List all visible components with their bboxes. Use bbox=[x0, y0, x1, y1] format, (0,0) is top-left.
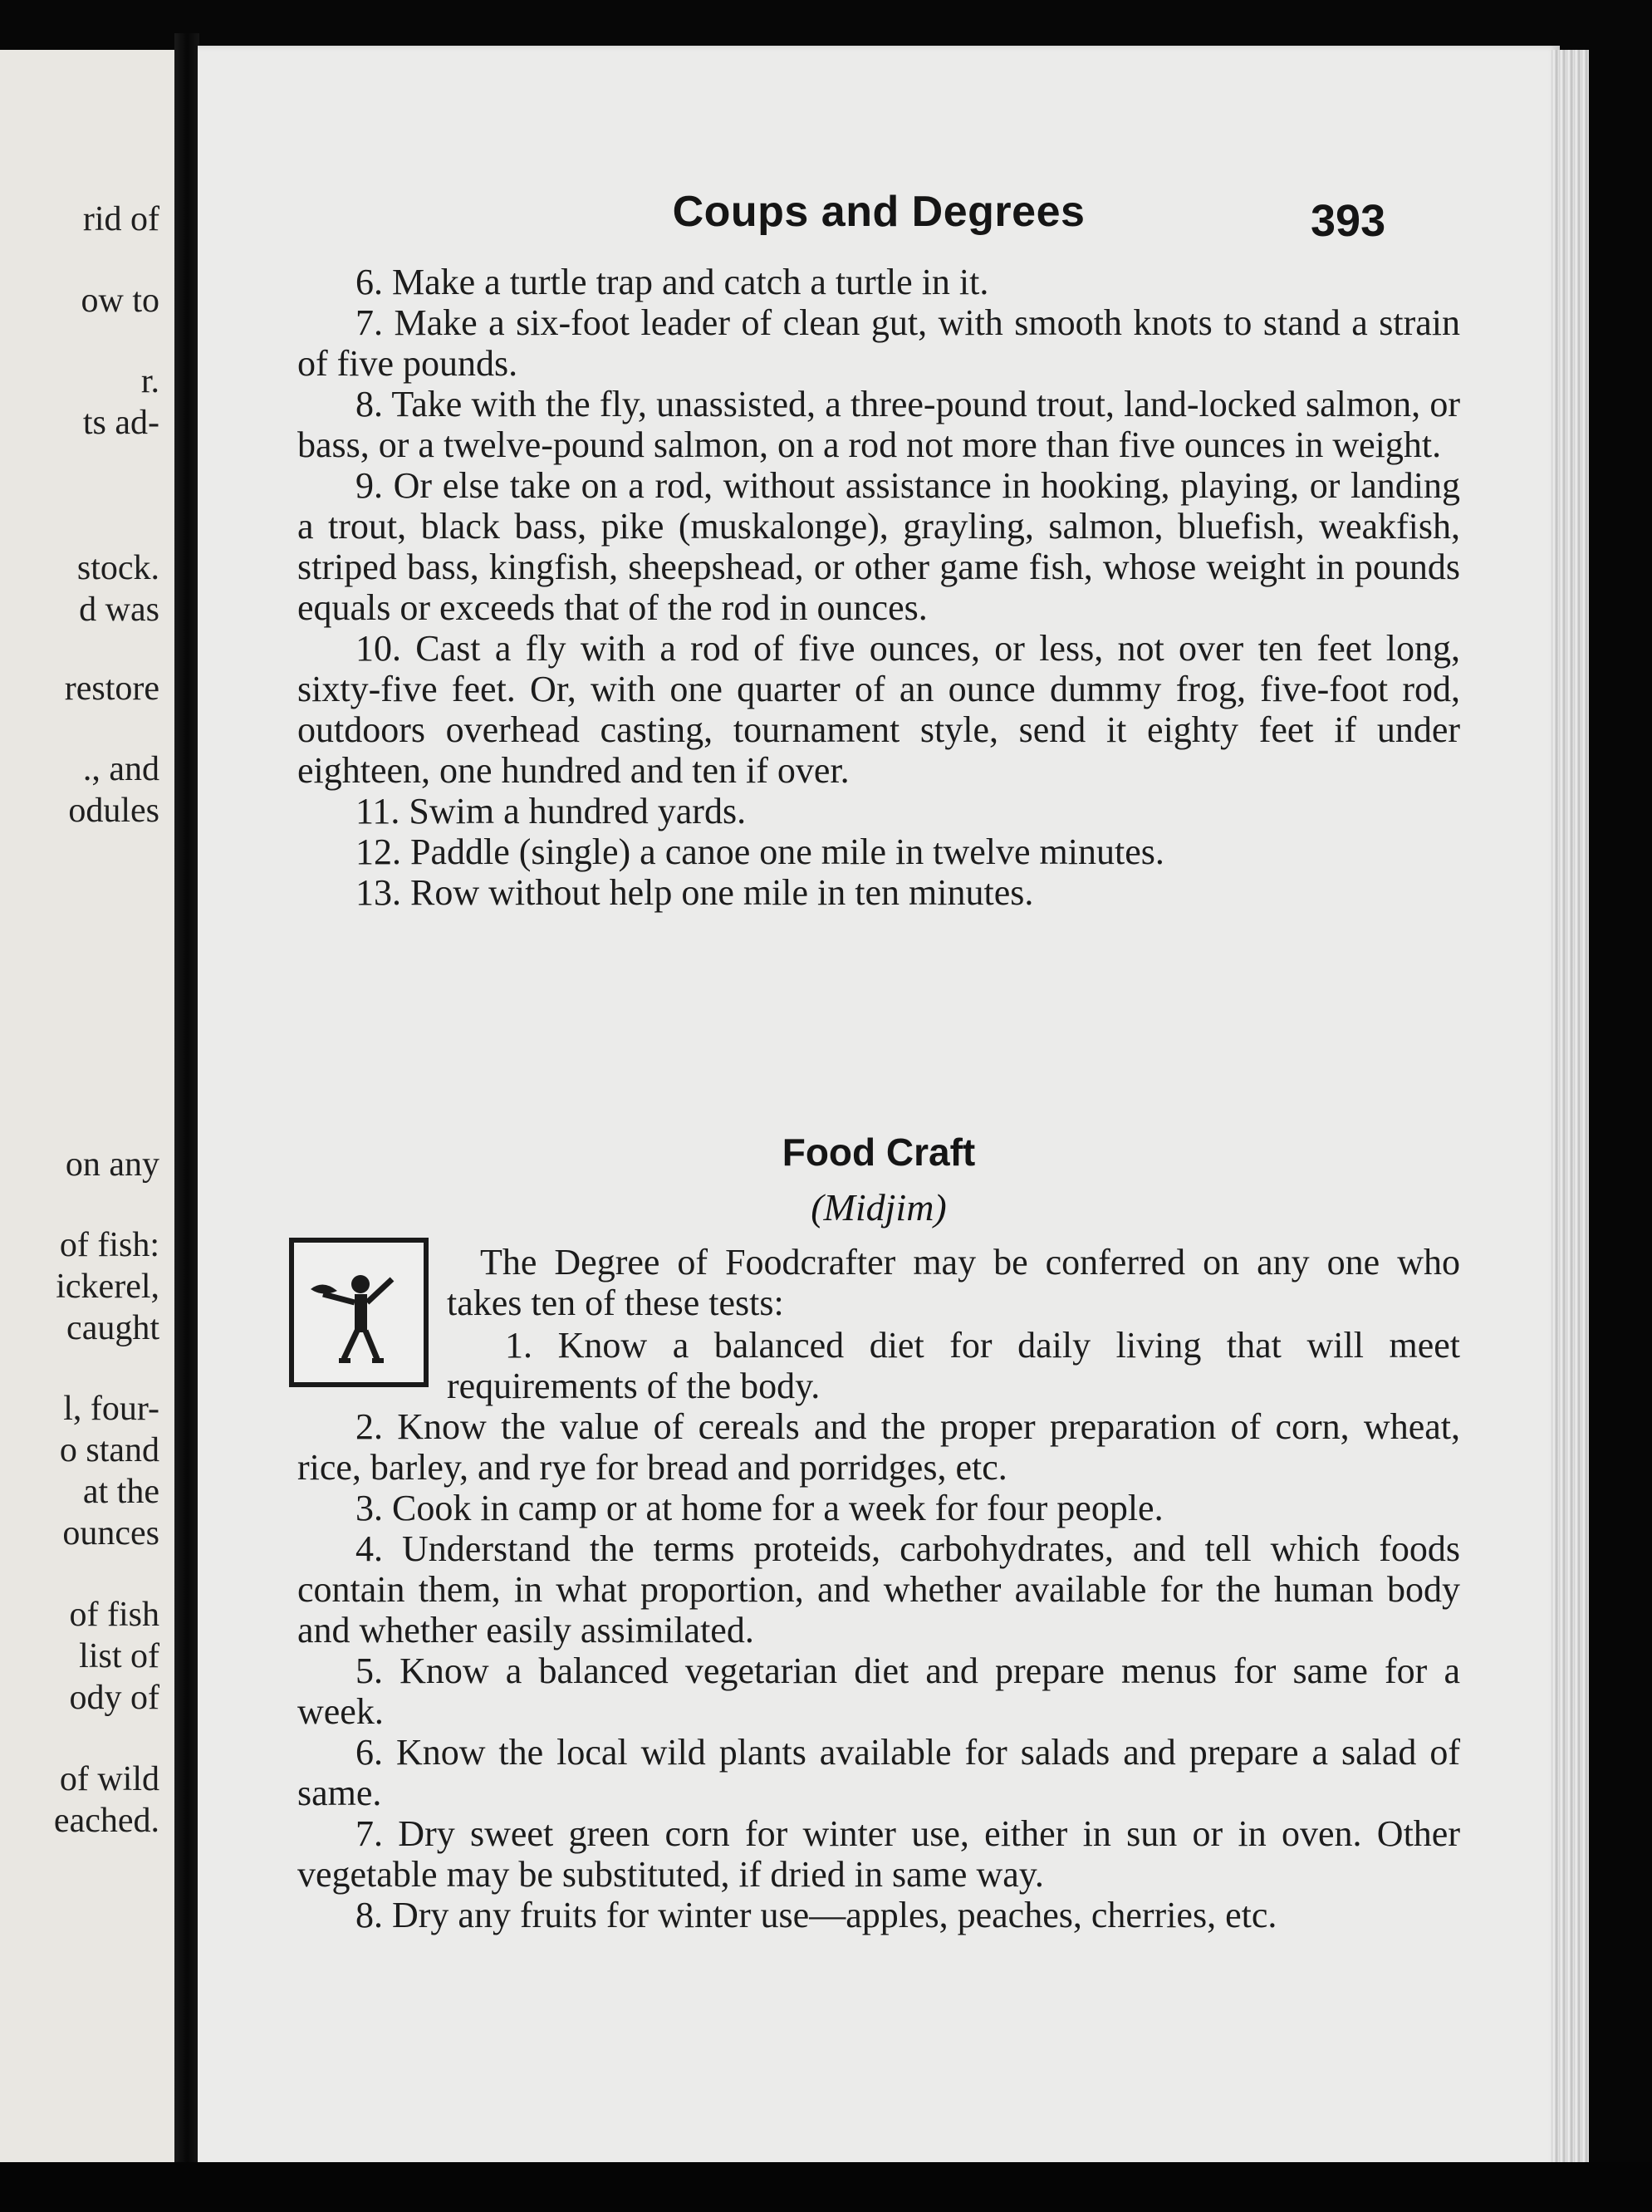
left-fragment: of fish bbox=[69, 1596, 159, 1634]
list-item: 2. Know the value of cereals and the proper preparation of corn, wheat, rice, barley, and rye for bread and porridges, etc. bbox=[297, 1406, 1460, 1488]
section-subtitle: (Midjim) bbox=[811, 1186, 947, 1229]
left-fragment: ounces bbox=[62, 1514, 159, 1552]
book-gutter bbox=[174, 33, 199, 2193]
list-item: 6. Know the local wild plants available for salads and prepare a salad of same. bbox=[297, 1732, 1460, 1813]
left-fragment: rid of bbox=[82, 200, 159, 238]
left-fragment: caught bbox=[66, 1309, 159, 1347]
left-fragment: r. bbox=[140, 362, 159, 400]
left-fragment: ow to bbox=[81, 282, 159, 320]
foodcraft-intro-block bbox=[447, 1242, 1460, 1323]
left-fragment: list of bbox=[79, 1637, 159, 1675]
list-item: 8. Take with the fly, unassisted, a three-pound trout, land-locked salmon, or bass, or a twelve-pound salmon, on a rod not more than five ounces in weight. bbox=[297, 384, 1460, 465]
left-fragment: restore bbox=[64, 669, 159, 708]
left-fragment: on any bbox=[65, 1145, 159, 1184]
left-fragment: odules bbox=[68, 792, 159, 830]
left-fragment: l, four- bbox=[63, 1390, 159, 1428]
section-title: Food Craft bbox=[782, 1131, 976, 1174]
list-item: 12. Paddle (single) a canoe one mile in twelve minutes. bbox=[355, 831, 1164, 872]
list-item: 13. Row without help one mile in ten minutes. bbox=[355, 872, 1034, 913]
scan-bottom-border bbox=[0, 2162, 1652, 2212]
list-item: 5. Know a balanced vegetarian diet and prepare menus for same for a week. bbox=[297, 1650, 1460, 1732]
previous-page-fragment bbox=[0, 50, 174, 2176]
coups-list bbox=[297, 262, 1460, 913]
list-item: 6. Make a turtle trap and catch a turtle in it. bbox=[355, 262, 989, 302]
left-fragment: stock. bbox=[76, 549, 159, 587]
list-item: 7. Dry sweet green corn for winter use, either in sun or in oven. Other vegetable may be substituted, if dried in same way. bbox=[297, 1813, 1460, 1895]
list-item: 11. Swim a hundred yards. bbox=[355, 791, 747, 831]
list-item: 10. Cast a fly with a rod of five ounces, or less, not over ten feet long, sixty-five feet. Or, with one quarter of an ounce dummy frog, five-foot rod, outdoors overhead casting, tournament style, send it eighty feet if under eighteen, one hundred and ten if over. bbox=[297, 628, 1460, 791]
scan-top-border bbox=[0, 0, 1652, 50]
foodcraft-intro: The Degree of Foodcrafter may be conferred on any one who takes ten of these tests: bbox=[447, 1242, 1460, 1323]
left-fragment: d was bbox=[79, 591, 159, 629]
list-item: 7. Make a six-foot leader of clean gut, with smooth knots to stand a strain of five pounds. bbox=[297, 302, 1460, 384]
left-fragment: at the bbox=[82, 1473, 159, 1511]
left-fragment: o stand bbox=[59, 1431, 159, 1469]
page-393 bbox=[198, 46, 1560, 2180]
list-item: 1. Know a balanced diet for daily living that will meet requirements of the body. bbox=[447, 1325, 1460, 1406]
left-fragment: ., and bbox=[82, 750, 159, 788]
list-item: 8. Dry any fruits for winter use—apples, peaches, cherries, etc. bbox=[355, 1895, 1277, 1935]
list-item: 3. Cook in camp or at home for a week for four people. bbox=[355, 1488, 1164, 1528]
list-item: 4. Understand the terms proteids, carbohydrates, and tell which foods contain them, in what proportion, and whether available for the human body and whether easily assimilated. bbox=[297, 1528, 1460, 1650]
running-head: Coups and Degrees bbox=[672, 188, 1086, 236]
page-number: 393 bbox=[1311, 196, 1386, 246]
left-fragment: ody of bbox=[69, 1679, 159, 1717]
left-fragment: ts ad- bbox=[82, 404, 159, 442]
left-fragment: eached. bbox=[53, 1802, 159, 1840]
left-fragment: of fish: bbox=[59, 1226, 159, 1264]
left-fragment: of wild bbox=[59, 1760, 159, 1798]
page-edge-stack bbox=[1552, 50, 1589, 2176]
foodcraft-list bbox=[297, 1325, 1460, 1935]
left-fragment: ickerel, bbox=[56, 1268, 159, 1306]
list-item: 9. Or else take on a rod, without assistance in hooking, playing, or landing a trout, black bass, pike (muskalonge), grayling, salmon, bluefish, weakfish, striped bass, kingfish, sheepshead, or other game fish, whose weight in pounds equals or exceeds that of the rod in ounces. bbox=[297, 465, 1460, 628]
